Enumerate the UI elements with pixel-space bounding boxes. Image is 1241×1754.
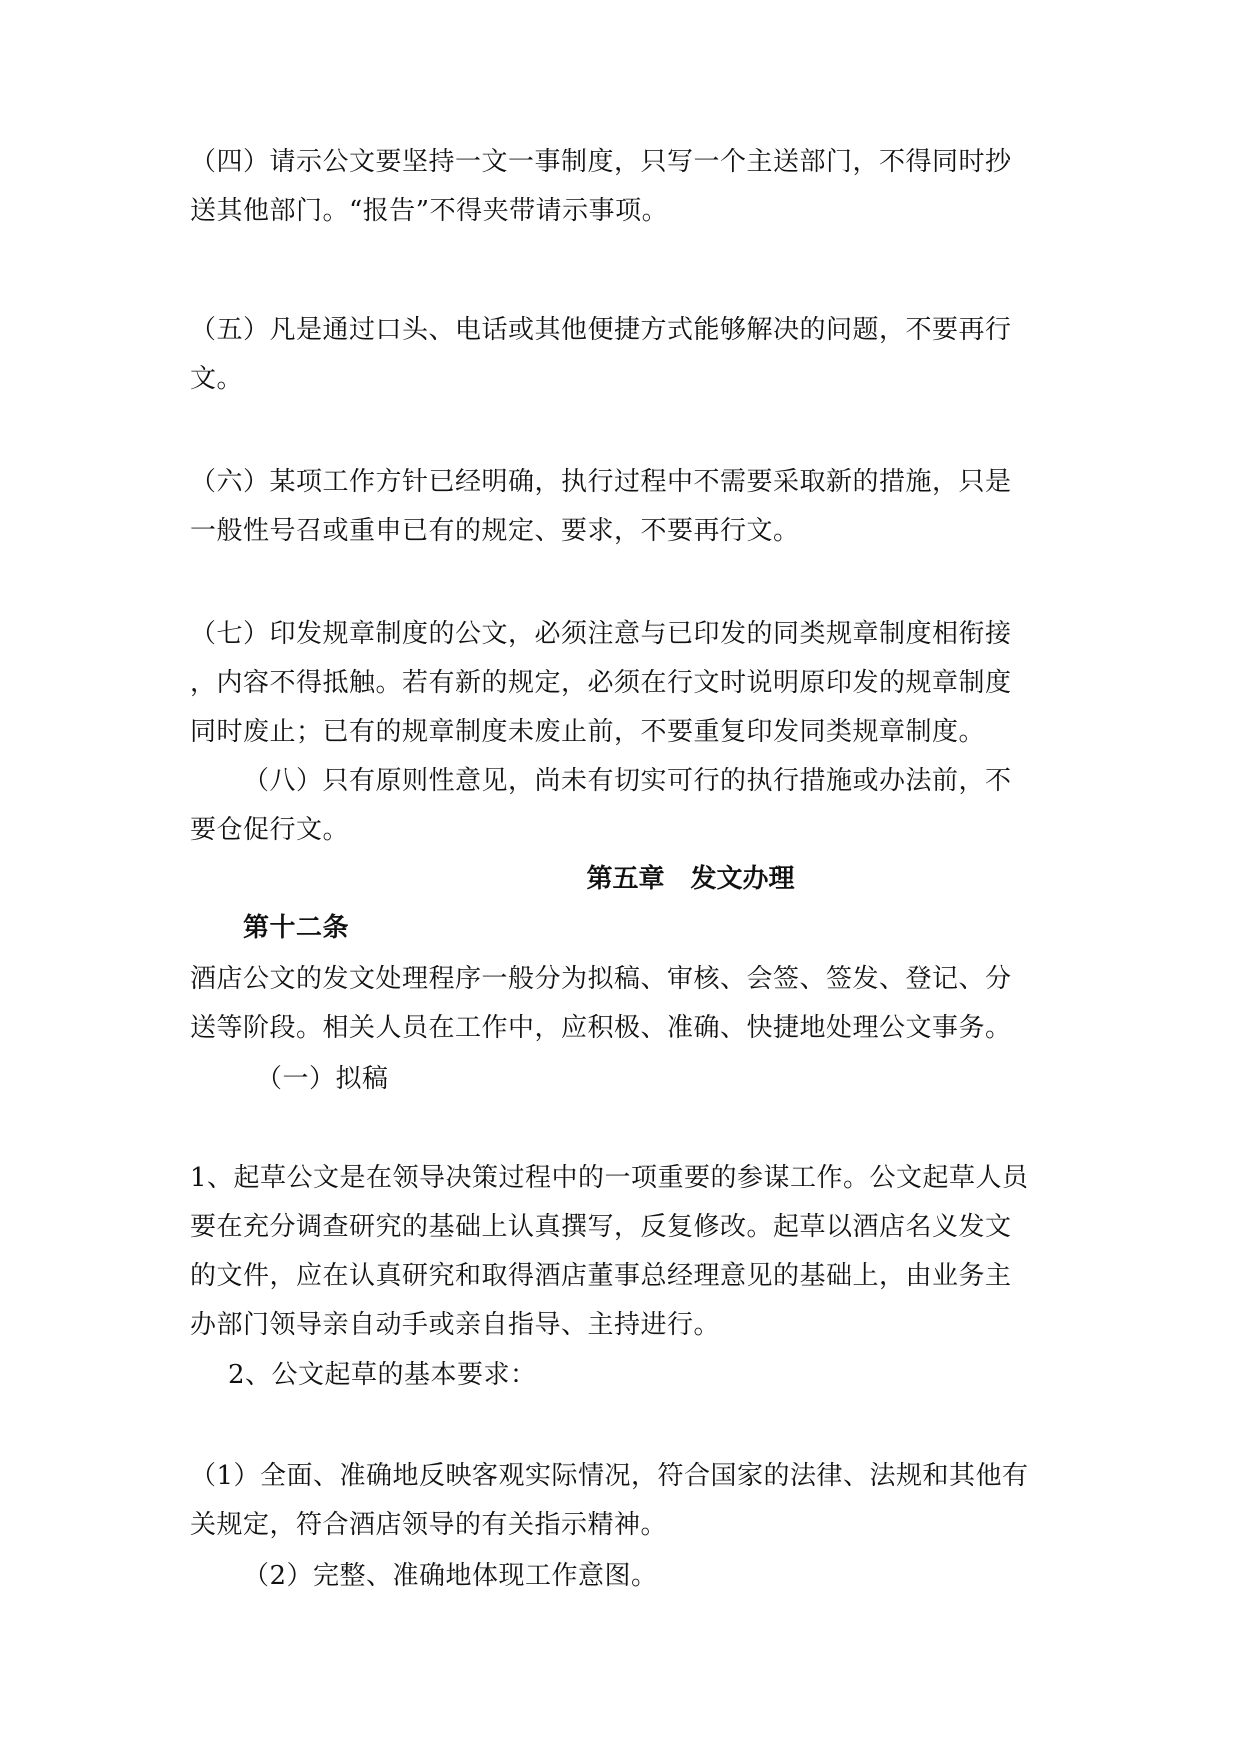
paragraph-line: 2、公文起草的基本要求： [228,1360,537,1390]
chapter-heading: 第五章 发文办理 [586,864,795,894]
paragraph-line: （2）完整、准确地体现工作意图。 [243,1561,658,1591]
paragraph-line: 1、起草公文是在领导决策过程中的一项重要的参谋工作。公文起草人员 [190,1163,1029,1193]
paragraph-line: 办部门领导亲自动手或亲自指导、主持进行。 [190,1310,721,1340]
paragraph-line: （六）某项工作方针已经明确，执行过程中不需要采取新的措施，只是 [190,467,1012,497]
paragraph-line: 要在充分调查研究的基础上认真撰写，反复修改。起草以酒店名义发文 [190,1212,1012,1242]
paragraph-line: 的文件，应在认真研究和取得酒店董事总经理意见的基础上，由业务主 [190,1261,1012,1291]
paragraph-line: 要仓促行文。 [190,815,350,845]
paragraph-line: 文。 [190,364,244,394]
paragraph-line: （1）全面、准确地反映客观实际情况，符合国家的法律、法规和其他有 [190,1461,1029,1491]
paragraph-line: 送其他部门。“报告”不得夹带请示事项。 [190,196,669,226]
paragraph-line: （五）凡是通过口头、电话或其他便捷方式能够解决的问题，不要再行 [190,315,1012,345]
article-heading: 第十二条 [243,913,350,943]
paragraph-line: （四）请示公文要坚持一文一事制度，只写一个主送部门，不得同时抄 [190,147,1012,177]
paragraph-line: 关规定，符合酒店领导的有关指示精神。 [190,1510,668,1540]
paragraph-line: （八）只有原则性意见，尚未有切实可行的执行措施或办法前，不 [243,766,1012,796]
subsection-heading: （一）拟稿 [256,1064,389,1094]
paragraph-line: ，内容不得抵触。若有新的规定，必须在行文时说明原印发的规章制度 [190,668,1012,698]
paragraph-line: 一般性号召或重申已有的规定、要求，不要再行文。 [190,516,800,546]
paragraph-line: 送等阶段。相关人员在工作中，应积极、准确、快捷地处理公文事务。 [190,1013,1012,1043]
paragraph-line: （七）印发规章制度的公文，必须注意与已印发的同类规章制度相衔接 [190,619,1012,649]
paragraph-line: 酒店公文的发文处理程序一般分为拟稿、审核、会签、签发、登记、分 [190,964,1012,994]
paragraph-line: 同时废止；已有的规章制度未废止前，不要重复印发同类规章制度。 [190,717,986,747]
